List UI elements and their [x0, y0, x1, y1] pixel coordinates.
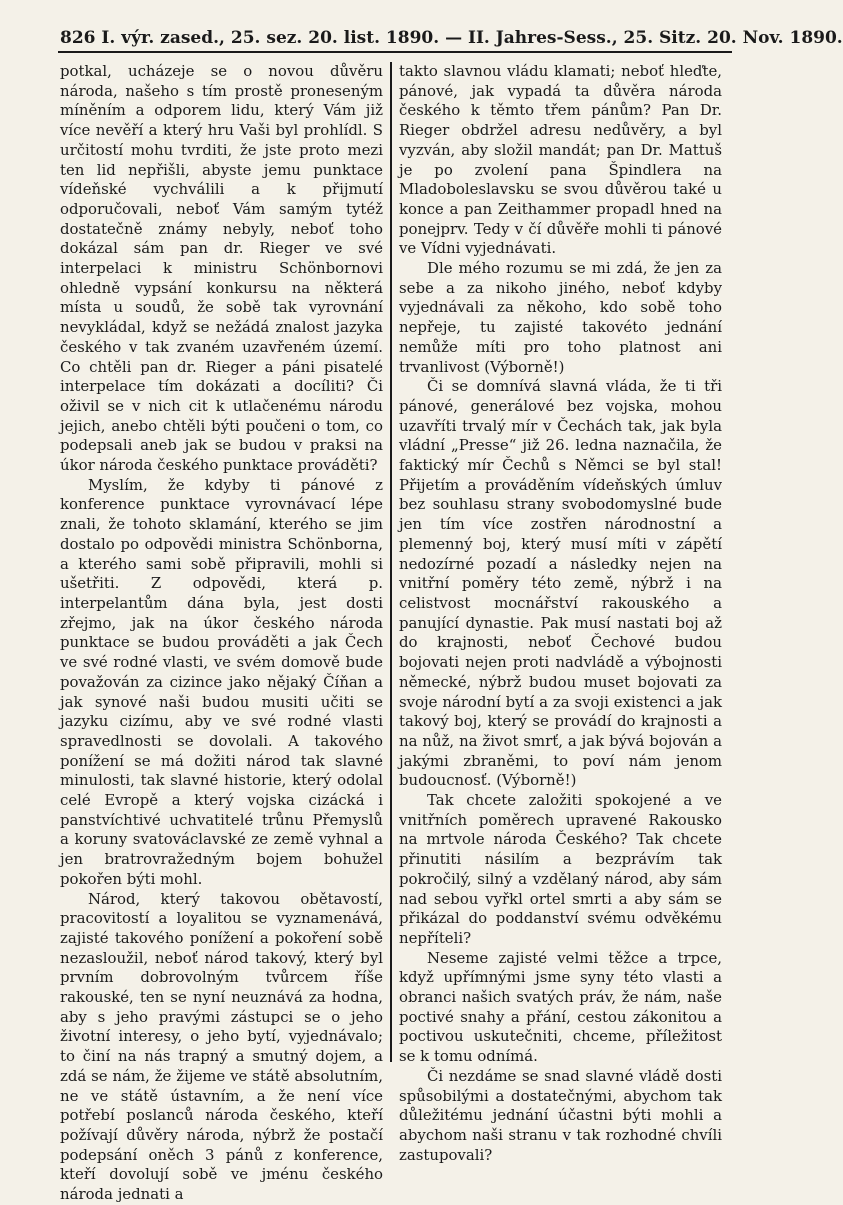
paragraph: Myslím, že kdyby ti pánové z konference punktace vyrovnávací lépe znali, že tohoto sklamání, kterého se jim dostalo po odpovědi ministra Schönborna, a kterého sami sobě připravili, mohli si ušetřiti. Z odpovědi, která p. interpelantům dána byla, jest dosti zřejmo, jak na úkor českého národa punktace se budou prováděti a jak Čech ve své rodné vlasti, ve svém domově bude považován za cizince jako nějaký Číňan a jak synové naši budou musiti učiti se jazyku cizímu, aby ve své rodné vlasti spravedlnosti se dovolali. A takového ponížení se má dožiti národ tak slavné minulosti, tak slavné historie, který odolal celé Evropě a který vojska cizácká i panstvíchtivé uchvatitelé trůnu Přemyslů a koruny svatováclavské ze země vyhnal a jen bratrovražedným bojem bohužel pokořen býti mohl.	[60, 475, 383, 888]
paragraph: Národ, který takovou obětavostí, pracovitostí a loyalitou se vyznamenává, zajisté takového ponížení a pokoření sobě nezasloužil, neboť národ takový, který byl prvním dobrovolným tvůrcem říše rakouské, ten se nyní neuznává za hodna, aby s jeho pravými zástupci se o jeho životní interesy, o jeho bytí, vyjednávalo; to činí na nás trapný a smutný dojem, a zdá se nám, že žijeme ve státě absolutním, ne ve státě ústavním, a že není více potřebí poslanců národa českého, kteří požívají důvěry národa, nýbrž že postačí podepsání oněch 3 pánů z konference, kteří dovolují sobě ve jménu českého národa jednati a	[60, 889, 383, 1204]
page-header: 826 I. výr. zased., 25. sez. 20. list. 1890. — II. Jahres-Sess., 25. Sitz. 20. Nov. 1890.	[60, 28, 843, 48]
paragraph: Či se domnívá slavná vláda, že ti tři pánové, generálové bez vojska, mohou uzavříti trvalý mír v Čechách tak, jak byla vládní „Presse“ již 26. ledna naznačila, že faktický mír Čechů s Němci se byl stal! Přijetím a prováděním vídeňských úmluv bez souhlasu strany svobodomyslné bude jen tím více zostřen národnostní a plemenný boj, který musí míti v zápětí nedozírné pozadí a následky nejen na vnitřní poměry této země, nýbrž i na celistvost mocnářství rakouského a panující dynastie. Pak musí nastati boj až do krajnosti, neboť Čechové budou bojovati nejen proti nadvládě a výbojnosti německé, nýbrž budou muset bojovati za svoje národní bytí a za svoji existenci a jak takový boj, který se provádí do krajnosti a na nůž, na život smrť, a jak bývá bojován a jakými zbraněmi, to poví nám jenom budoucnosť. (Výborně!)	[399, 377, 722, 790]
paragraph: takto slavnou vládu klamati; neboť hleďte, pánové, jak vypadá ta důvěra národa českého k těmto třem pánům? Pan Dr. Rieger obdržel adresu nedůvěry, a byl vyzván, aby složil mandát; pan Dr. Mattuš je po zvolení pana Špindlera na Mladoboleslavsku se svou důvěrou také u konce a pan Zeithammer propadl hned na ponejprv. Tedy v čí důvěře mohli ti pánové ve Vídni vyjednávati.	[399, 62, 722, 258]
paragraph: Neseme zajisté velmi těžce a trpce, když upřímnými jsme syny této vlasti a obranci našich svatých práv, že nám, naše poctivé snahy a přání, cestou zákonitou a poctivou uskutečniti, chceme, příležitost se k tomu odnímá.	[399, 948, 722, 1066]
right-column	[392, 62, 722, 1164]
paragraph: Tak chcete založiti spokojené a ve vnitřních poměrech upravené Rakousko na mrtvole národa Českého? Tak chcete přinutiti násilím a bezprávím tak pokročilý, silný a vzdělaný národ, aby sám nad sebou vyřkl ortel smrti a aby sám se přikázal do poddanství svému odvěkému nepříteli?	[399, 791, 722, 947]
text-columns	[60, 62, 732, 1204]
paragraph: Dle mého rozumu se mi zdá, že jen za sebe a za nikoho jiného, neboť kdyby vyjednávali za někoho, kdo sobě toho nepřeje, tu zajisté takovéto jednání nemůže míti pro toho platnost ani trvanlivost (Výborně!)	[399, 259, 722, 376]
left-column	[60, 62, 390, 1204]
paragraph: Či nezdáme se snad slavné vládě dosti spůsobilými a dostatečnými, abychom tak důležitému jednání účastni býti mohli a abychom naši stranu v tak rozhodné chvíli zastupovali?	[399, 1066, 722, 1164]
header-rule	[58, 51, 732, 53]
paragraph: potkal, ucházeje se o novou důvěru národa, našeho s tím prostě proneseným míněním a odporem lidu, který Vám již více nevěří a který hru Vaši byl prohlídl. S určitostí mohu tvrditi, že jste proto mezi ten lid nepřišli, abyste jemu punktace vídeňské vychválili a k přijmutí odporučovali, neboť Vám samým tytéž dostatečně známy nebyly, neboť toho dokázal sám pan dr. Rieger ve své interpelaci k ministru Schönbornovi ohledně vypsání konkursu na některá místa u soudů, že sobě tak vyrovnání nevykládal, když se nežádá znalost jazyka českého v tak zvaném uzavřeném území. Co chtěli pan dr. Rieger a páni pisatelé interpelace tím dokázati a docíliti? Či oživil se v nich cit k utlačenému národu jejich, anebo chtěli býti poučeni o tom, co podepsali aneb jak se budou v praksi na úkor národa českého punktace prováděti?	[60, 62, 383, 475]
